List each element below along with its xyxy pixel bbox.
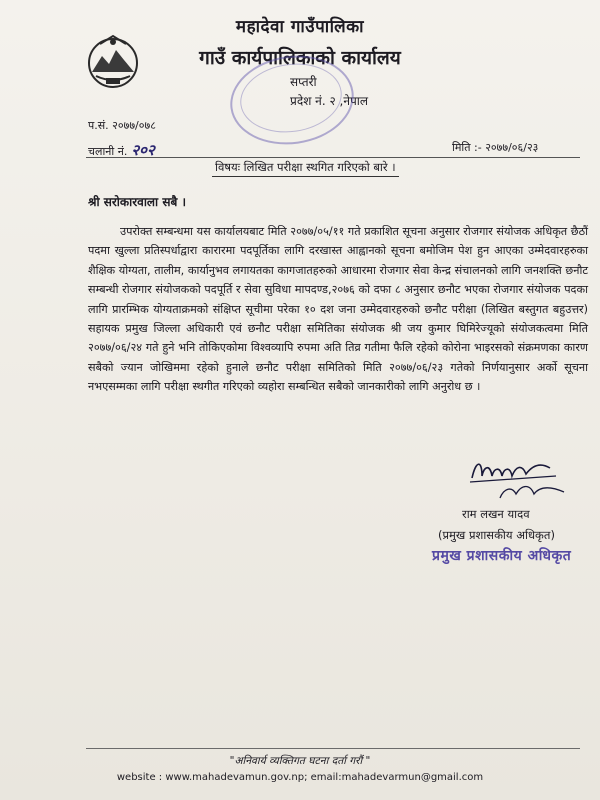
fiscal-year: प.सं. २०७७/०७८ [88, 119, 156, 132]
chalani-label: चलानी नं. [88, 145, 128, 158]
footer-motto: "अनिवार्य व्यक्तिगत घटना दर्ता गरौं " [229, 755, 371, 767]
letter-body: उपरोक्त सम्बन्धमा यस कार्यालयबाट मिति २०७७/०५/११ गते प्रकाशित सूचना अनुसार रोजगार संयोजक अधिकृत छैठौं पदमा खुल्ला प्रतिस्पर्धाद्वारा कारारमा पदपूर्तिका लागि दरखास्त आह्वानको सूचना बमोजिम पेश हुन आएका उम्मेदवारहरुका शैक्षिक योग्यता, तालीम, कार्यानुभव लगायतका कागजातहरुको आधारमा रोजगार सेवा केन्द्र संचालनको लागि जनशक्ति छनौट सम्बन्धी रोजगार संयोजकको पदपूर्ति र सेवा सुविधा मापदण्ड,२०७६ को दफा ८ अनुसार छनौट भएका रोजगार संयोजक पदका लागि प्रारम्भिक योग्यताक्रमको संक्षिप्त सूचीमा परेका १० दश जना उम्मेदवारहरुको छनौट परीक्षा (लिखित बस्तुगत बहुउत्तर) सहायक प्रमुख जिल्ला अधिकारी एवं छनौट परीक्षा समितिका संयोजक श्री जय कुमार घिमिरेज्यूको संयोजकत्वमा मिति २०७७/०६/२४ गते हुने भनि तोकिएकोमा विश्वव्यापि रुपमा अति तिव्र गतीमा फैलि रहेको कोरोना भाइरसको संक्रमणका कारण सबैको ज्यान जोखिममा रहेको हुनाले छनौट परीक्षा समितिको मिति २०७७/०६/२३ गतेको निर्णयानुसार अर्को सूचना नभएसम्मका लागि परीक्षा स्थगीत गरिएको व्यहोरा सम्बन्धित सबैको जानकारीको लागि अनुरोध छ । [88, 225, 588, 394]
letter-subject: विषयः लिखित परीक्षा स्थगित गरिएको बारे । [212, 160, 399, 177]
signatory-rubber-stamp: प्रमुख प्रशासकीय अधिकृत [432, 548, 572, 564]
handwritten-signature-icon [460, 448, 580, 506]
footer-contact: website : www.mahadevamun.gov.np; email:mahadevarmun@gmail.com [116, 772, 484, 783]
signatory-name: राम लखन यादव [462, 507, 530, 521]
municipality-name: महादेवा गाउँपालिका [235, 17, 365, 37]
address-province: प्रदेश नं. २ ,नेपाल [290, 94, 369, 108]
chalani-number: २०२ [131, 141, 155, 159]
address-district: सप्तरी [290, 75, 317, 89]
header-divider [86, 157, 580, 158]
office-name: गाउँ कार्यपालिकाको कार्यालय [199, 47, 401, 69]
letter-date: मिति :- २०७७/०६/२३ [452, 141, 539, 154]
signatory-title: (प्रमुख प्रशासकीय अधिकृत) [438, 528, 555, 542]
footer-divider [86, 748, 580, 749]
letter-recipient: श्री सरोकारवाला सबै । [88, 195, 187, 209]
